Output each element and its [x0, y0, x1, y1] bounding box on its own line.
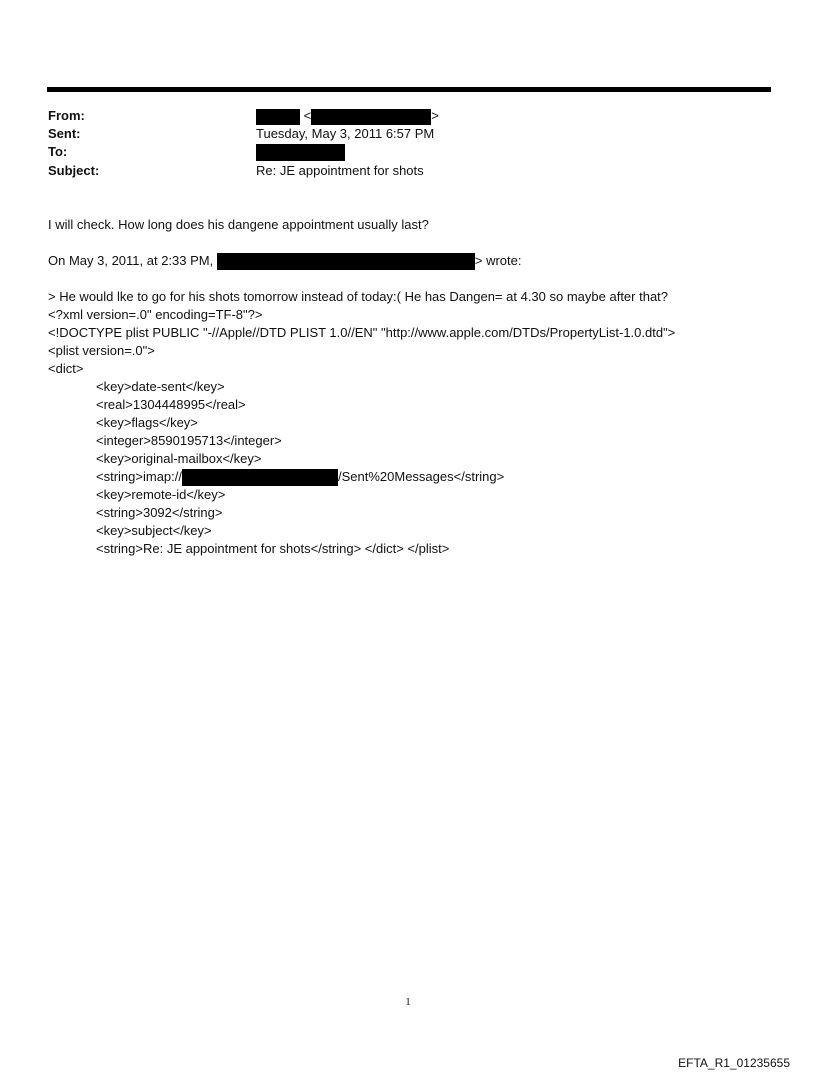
from-close-bracket: > [431, 108, 439, 123]
quoted-message: > He would lke to go for his shots tomorrow instead of today:( He has Dangen= at 4.30 so maybe after that? [48, 289, 669, 304]
plist-line: <key>subject</key> [96, 523, 212, 538]
page-number: 1 [405, 996, 411, 1008]
xml-declaration: <?xml version=.0" encoding=TF-8"?> [48, 307, 263, 322]
quote-intro-suffix: > wrote: [474, 253, 522, 268]
doctype-line: <!DOCTYPE plist PUBLIC "-//Apple//DTD PLIST 1.0//EN" "http://www.apple.com/DTDs/PropertyList-1.0.dtd"> [48, 325, 676, 340]
dict-open-line: <dict> [48, 361, 84, 376]
plist-line: <string>Re: JE appointment for shots</string> </dict> </plist> [96, 541, 450, 556]
redaction-block [256, 144, 345, 161]
subject-value: Re: JE appointment for shots [256, 163, 424, 178]
to-value [256, 144, 345, 161]
plist-line: <key>original-mailbox</key> [96, 451, 262, 466]
plist-line: <key>remote-id</key> [96, 487, 226, 502]
bates-number: EFTA_R1_01235655 [678, 1056, 790, 1070]
plist-open-line: <plist version=.0"> [48, 343, 155, 358]
subject-label: Subject: [48, 163, 100, 178]
redaction-block [311, 109, 431, 125]
sent-value: Tuesday, May 3, 2011 6:57 PM [256, 126, 435, 141]
redaction-block [182, 469, 338, 486]
plist-line: <key>date-sent</key> [96, 379, 225, 394]
plist-line: <integer>8590195713</integer> [96, 433, 282, 448]
from-open-bracket: < [303, 108, 312, 123]
mailbox-suffix: /Sent%20Messages</string> [338, 469, 505, 484]
to-label: To: [48, 144, 68, 159]
from-value [256, 108, 439, 125]
plist-line: <key>flags</key> [96, 415, 198, 430]
plist-line: <real>1304448995</real> [96, 397, 246, 412]
quote-intro [48, 252, 521, 270]
sent-label: Sent: [48, 126, 81, 141]
header-rule [47, 87, 771, 92]
reply-text: I will check. How long does his dangene appointment usually last? [48, 217, 429, 232]
plist-line-mailbox [96, 468, 504, 486]
from-label: From: [48, 108, 85, 123]
redaction-block [256, 109, 300, 125]
plist-line: <string>3092</string> [96, 505, 223, 520]
quote-intro-prefix: On May 3, 2011, at 2:33 PM, [48, 253, 214, 268]
mailbox-prefix: <string>imap:// [96, 469, 182, 484]
redaction-block [217, 253, 475, 270]
